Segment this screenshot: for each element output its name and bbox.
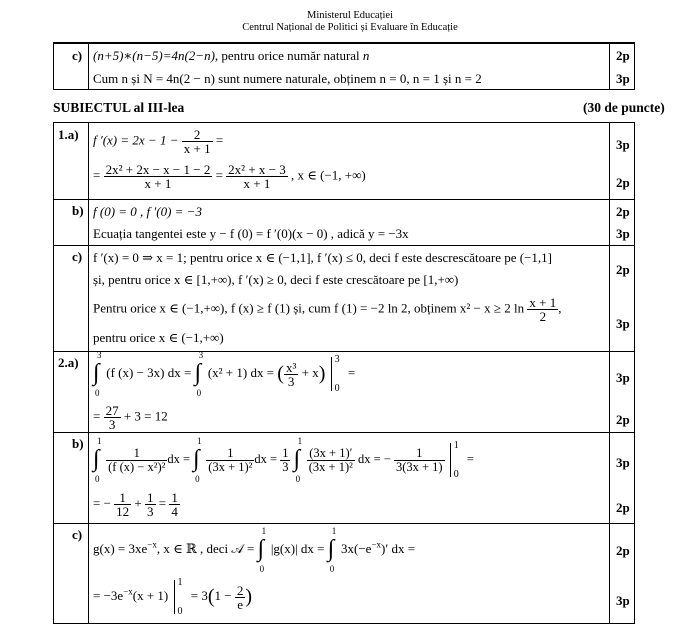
points-2c-1: 2p bbox=[616, 48, 630, 63]
points-1b-2: 3p bbox=[616, 226, 630, 241]
item-1c-line1: f ′(x) = 0 ⇒ x = 1; pentru orice x ∈ (−1,1], f ′(x) ≤ 0, deci f este descrescătoare pe (−1,1] bbox=[93, 250, 552, 265]
fraction: $\frac{2}{x + 1}$ bbox=[183, 127, 211, 156]
subject2-c-line1: (n+5)∗(n−5)=4n(2−n), pentru orice număr natural n bbox=[93, 48, 370, 63]
points-1a-1: 3p bbox=[616, 137, 630, 152]
item-label-1c: c) bbox=[72, 249, 83, 264]
points-1c-2: 3p bbox=[616, 316, 630, 331]
points-2c-item-2: 3p bbox=[616, 593, 630, 608]
item-2c-line2: = $-3e^{-x}(x + 1)$ 1 0 = 3(1 − $\frac{2}{e}$ ) bbox=[93, 577, 253, 617]
points-1c-1: 2p bbox=[616, 262, 630, 277]
points-2a-2: 2p bbox=[616, 412, 630, 427]
points-2a-1: 3p bbox=[616, 370, 630, 385]
item-label-2a: 2.a) bbox=[58, 355, 79, 370]
subject2-c-line2: Cum n și N = 4n(2 − n) sunt numere naturale, obținem n = 0, n = 1 și n = 2 bbox=[93, 71, 482, 86]
item-2a-line1: 3 ∫ 0 (f (x) − 3x) dx = 3 ∫ 0 (x² + 1) dx = ( $\frac{\text{x³}}{3}$ + x) 3 0 = bbox=[93, 350, 356, 398]
item-1a-line1: f ′(x) = 2x − 1 − $\frac{2}{x + 1}$ = bbox=[93, 127, 224, 156]
item-2c-line1: $g(x) = 3xe^{-x}$, x ∈ ℝ , deci 𝒜 = 1 ∫ 0 |g(x)| dx = 1 ∫ 0 $3x(-e^{-x})'$ dx = bbox=[93, 526, 416, 574]
points-2c-item-1: 2p bbox=[616, 543, 630, 558]
points-1a-2: 2p bbox=[616, 175, 630, 190]
item-1b-line2: Ecuația tangentei este y − f (0) = f ′(0)(x − 0) , adică y = −3x bbox=[93, 226, 409, 241]
points-2c-2: 3p bbox=[616, 71, 630, 86]
points-2b-2: 2p bbox=[616, 500, 630, 515]
subject3-title: SUBIECTUL al III-lea bbox=[53, 100, 185, 115]
item-2b-line1: 1 ∫ 0 $\frac{1}{\text{(f (x) − x²)²}}$ dx = 1 ∫ 0 $\frac{1}{\text{(3x + 1)²}}$ dx = $\frac{1}{3}$ 1 ∫ 0 $\frac{(3x + 1)'}{\text{(3x + 1)²}}$ dx = − $\frac{1}{3(3x + 1)}$ 1 0 = bbox=[93, 436, 474, 484]
points-2b-1: 3p bbox=[616, 455, 630, 470]
item-1c-line4: pentru orice x ∈ (−1,+∞) bbox=[93, 330, 224, 345]
item-2b-line2: = − $\frac{1}{12}$ + $\frac{1}{3}$ = $\frac{1}{4}$ bbox=[93, 490, 178, 519]
item-label-2c: c) bbox=[72, 48, 83, 63]
item-1a-line2: = $\frac{\text{2x² + 2x − x − 1 − 2}}{x + 1}$ = $\frac{\text{2x² + x − 3}}{x + 1}$ , x ∈ (−1, +∞) bbox=[93, 162, 366, 191]
item-label-1a: 1.a) bbox=[58, 127, 79, 142]
center-title: Centrul Național de Politici și Evaluare în Educație bbox=[242, 22, 458, 33]
item-1c-line2: și, pentru orice x ∈ [1,+∞), f ′(x) ≥ 0, deci f este crescătoare pe [1,+∞) bbox=[93, 272, 459, 287]
points-1b-1: 2p bbox=[616, 204, 630, 219]
item-2a-line2: = $\frac{27}{3}$ + 3 = 12 bbox=[93, 403, 168, 432]
item-1c-line3: Pentru orice x ∈ (−1,+∞), f (x) ≥ f (1) și, cum f (1) = −2 ln 2, obținem x² − x ≥ 2 ln $\frac{x + 1}{2}$ , bbox=[93, 295, 562, 324]
ministry-title: Ministerul Educației bbox=[306, 10, 394, 21]
subject3-total-points: (30 de puncte) bbox=[583, 100, 665, 115]
item-label-1b: b) bbox=[72, 203, 84, 218]
item-label-2c: c) bbox=[72, 527, 83, 542]
item-label-2b: b) bbox=[72, 436, 84, 451]
item-1b-line1: f (0) = 0 , f ′(0) = −3 bbox=[93, 204, 202, 219]
